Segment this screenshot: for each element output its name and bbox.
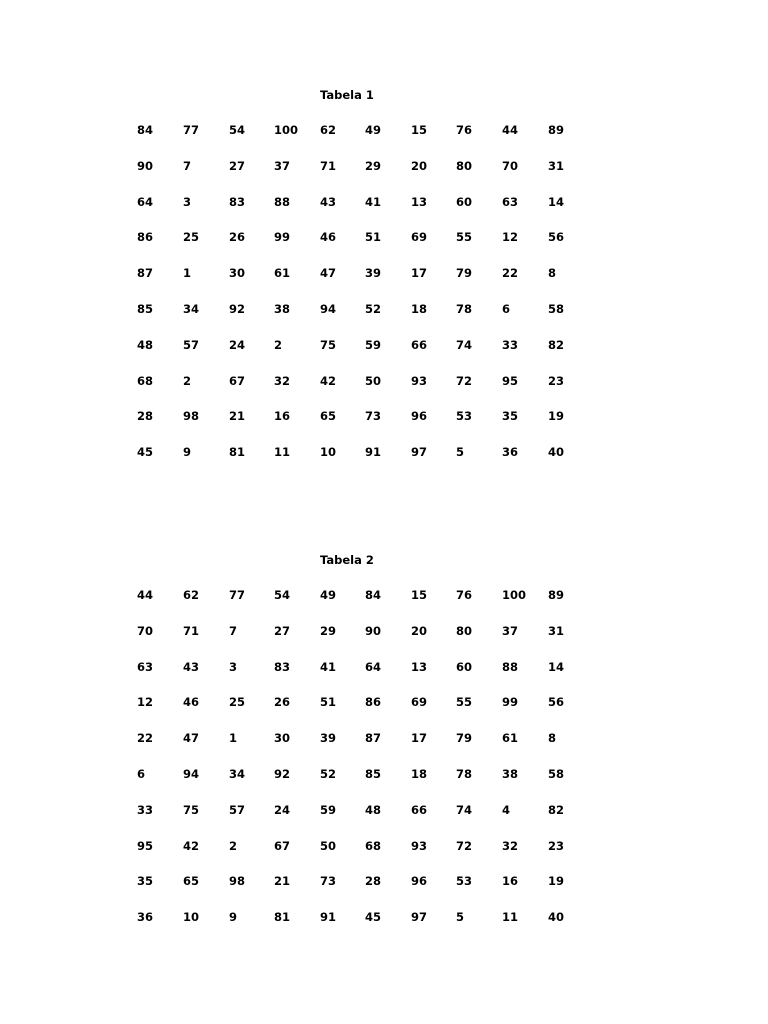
table-row [0,374,768,390]
table-cell: 80 [456,158,473,173]
table-cell: 58 [548,302,565,316]
table-cell: 92 [274,767,291,781]
table-cell: 77 [229,588,246,602]
table-cell: 42 [183,838,200,853]
table-cell: 51 [365,230,382,245]
table-cell: 30 [229,266,246,281]
table-cell: 89 [548,123,565,137]
table-cell: 91 [365,445,382,460]
table-cell: 3 [229,659,238,674]
table-cell: 57 [229,802,246,817]
table-cell: 70 [502,158,519,173]
table-cell: 88 [502,659,519,674]
table-cell: 13 [411,194,428,209]
table-cell: 5 [456,910,465,925]
table-cell: 37 [274,158,291,173]
table-cell: 84 [137,123,154,137]
table-cell: 41 [365,194,382,209]
table-cell: 19 [548,874,565,889]
table-cell: 58 [548,767,565,781]
table-row [0,445,768,461]
table-cell: 12 [137,695,154,710]
table-cell: 60 [456,194,473,209]
table-cell: 16 [274,409,291,424]
table-cell: 17 [411,266,428,281]
table-cell: 44 [502,123,519,137]
table-cell: 52 [365,302,382,316]
table-cell: 59 [320,802,337,817]
table-cell: 54 [229,123,246,137]
table-cell: 79 [456,266,473,281]
table-cell: 61 [502,731,519,746]
table-cell: 81 [274,910,291,925]
table-cell: 34 [229,767,246,781]
table-cell: 86 [137,230,154,245]
table-cell: 85 [365,767,382,781]
table-cell: 10 [183,910,200,925]
table-cell: 53 [456,874,473,889]
table-cell: 60 [456,659,473,674]
table-cell: 11 [274,445,291,460]
table-cell: 94 [183,767,200,781]
table-cell: 66 [411,337,428,352]
table-cell: 54 [274,588,291,602]
table-cell: 35 [502,409,519,424]
table-cell: 80 [456,623,473,638]
table-cell: 71 [320,158,337,173]
table-cell: 62 [183,588,200,602]
table-cell: 93 [411,838,428,853]
table-cell: 64 [365,659,382,674]
table-cell: 24 [274,802,291,817]
table-cell: 50 [365,373,382,388]
table-cell: 28 [137,409,154,424]
table-row [0,767,768,783]
table-cell: 69 [411,230,428,245]
table-cell: 26 [229,230,246,245]
table-cell: 23 [548,373,565,388]
table-row [0,195,768,211]
table-cell: 72 [456,838,473,853]
table-cell: 31 [548,623,565,638]
table-cell: 67 [274,838,291,853]
table-cell: 28 [365,874,382,889]
table-cell: 72 [456,373,473,388]
table-cell: 83 [274,659,291,674]
table-cell: 63 [137,659,154,674]
table-cell: 6 [137,767,146,781]
table-cell: 57 [183,337,200,352]
table-cell: 98 [229,874,246,889]
table-cell: 85 [137,302,154,316]
table-cell: 74 [456,337,473,352]
table-row [0,338,768,354]
table-cell: 1 [229,731,238,746]
table-cell: 59 [365,337,382,352]
table-cell: 27 [229,158,246,173]
table-cell: 68 [137,373,154,388]
table-cell: 83 [229,194,246,209]
table-cell: 61 [274,266,291,281]
table-cell: 52 [320,767,337,781]
table-cell: 92 [229,302,246,316]
table-cell: 82 [548,337,565,352]
table-cell: 47 [320,266,337,281]
table-cell: 3 [183,194,192,209]
table-cell: 79 [456,731,473,746]
table-cell: 1 [183,266,192,281]
table-cell: 94 [320,302,337,316]
table-row [0,302,768,318]
table-cell: 6 [502,302,511,316]
table-cell: 97 [411,910,428,925]
table-row [0,409,768,425]
table-cell: 75 [183,802,200,817]
table-cell: 64 [137,194,154,209]
table-cell: 41 [320,659,337,674]
table-cell: 65 [183,874,200,889]
table-cell: 39 [365,266,382,281]
table-cell: 93 [411,373,428,388]
table-cell: 55 [456,230,473,245]
table-cell: 36 [137,910,154,925]
table-cell: 16 [502,874,519,889]
table-cell: 46 [183,695,200,710]
table-cell: 36 [502,445,519,460]
table-cell: 34 [183,302,200,316]
table-cell: 46 [320,230,337,245]
table-cell: 100 [274,123,299,137]
table-cell: 65 [320,409,337,424]
table-cell: 27 [274,623,291,638]
table-cell: 78 [456,302,473,316]
table-row [0,839,768,855]
table-cell: 45 [365,910,382,925]
table-cell: 18 [411,767,428,781]
table-cell: 9 [183,445,192,460]
table-cell: 24 [229,337,246,352]
table-cell: 48 [365,802,382,817]
table-cell: 73 [320,874,337,889]
table-cell: 29 [365,158,382,173]
table-row [0,123,768,139]
table-cell: 14 [548,194,565,209]
table-cell: 21 [229,409,246,424]
table-row [0,910,768,926]
table-cell: 15 [411,588,428,602]
table-cell: 56 [548,230,565,245]
table-cell: 47 [183,731,200,746]
table-cell: 66 [411,802,428,817]
table-cell: 78 [456,767,473,781]
table-cell: 48 [137,337,154,352]
table-cell: 26 [274,695,291,710]
table-cell: 88 [274,194,291,209]
table-cell: 74 [456,802,473,817]
table-cell: 77 [183,123,200,137]
table-cell: 43 [183,659,200,674]
table-cell: 63 [502,194,519,209]
table-row [0,159,768,175]
table-cell: 91 [320,910,337,925]
table-row [0,624,768,640]
table-row [0,230,768,246]
table-cell: 55 [456,695,473,710]
table-cell: 21 [274,874,291,889]
table-cell: 71 [183,623,200,638]
table-cell: 4 [502,802,511,817]
table-row [0,588,768,604]
table-row [0,695,768,711]
table-cell: 9 [229,910,238,925]
table-cell: 90 [365,623,382,638]
table-cell: 69 [411,695,428,710]
table-cell: 32 [274,373,291,388]
table-cell: 38 [274,302,291,316]
table-2-title: Tabela 2 [320,553,374,567]
table-cell: 5 [456,445,465,460]
table-cell: 35 [137,874,154,889]
table-cell: 50 [320,838,337,853]
table-cell: 98 [183,409,200,424]
table-cell: 87 [365,731,382,746]
table-cell: 49 [365,123,382,137]
table-cell: 20 [411,158,428,173]
table-cell: 14 [548,659,565,674]
table-cell: 37 [502,623,519,638]
table-cell: 29 [320,623,337,638]
table-cell: 33 [137,802,154,817]
table-cell: 2 [183,373,192,388]
table-cell: 49 [320,588,337,602]
table-cell: 40 [548,910,565,925]
table-cell: 33 [502,337,519,352]
table-cell: 7 [229,623,238,638]
table-cell: 75 [320,337,337,352]
table-cell: 10 [320,445,337,460]
table-row [0,803,768,819]
table-cell: 97 [411,445,428,460]
table-cell: 100 [502,588,527,602]
table-cell: 96 [411,409,428,424]
table-cell: 70 [137,623,154,638]
table-cell: 99 [502,695,519,710]
table-cell: 39 [320,731,337,746]
table-cell: 68 [365,838,382,853]
table-cell: 89 [548,588,565,602]
table-cell: 56 [548,695,565,710]
table-cell: 11 [502,910,519,925]
table-cell: 73 [365,409,382,424]
table-cell: 31 [548,158,565,173]
table-cell: 95 [502,373,519,388]
table-row [0,874,768,890]
table-cell: 87 [137,266,154,281]
table-1-title: Tabela 1 [320,88,374,102]
table-cell: 95 [137,838,154,853]
table-cell: 19 [548,409,565,424]
table-cell: 53 [456,409,473,424]
table-cell: 84 [365,588,382,602]
table-cell: 42 [320,373,337,388]
table-cell: 43 [320,194,337,209]
table-row [0,266,768,282]
table-cell: 15 [411,123,428,137]
table-cell: 17 [411,731,428,746]
table-cell: 13 [411,659,428,674]
table-cell: 38 [502,767,519,781]
table-cell: 2 [274,337,283,352]
table-cell: 40 [548,445,565,460]
table-cell: 76 [456,123,473,137]
table-cell: 44 [137,588,154,602]
table-cell: 8 [548,731,557,746]
table-cell: 22 [137,731,154,746]
table-cell: 45 [137,445,154,460]
table-cell: 32 [502,838,519,853]
table-cell: 62 [320,123,337,137]
table-cell: 23 [548,838,565,853]
table-cell: 18 [411,302,428,316]
table-cell: 22 [502,266,519,281]
table-cell: 7 [183,158,192,173]
table-cell: 2 [229,838,238,853]
table-cell: 96 [411,874,428,889]
table-cell: 67 [229,373,246,388]
table-cell: 81 [229,445,246,460]
table-cell: 8 [548,266,557,281]
table-row [0,660,768,676]
table-cell: 30 [274,731,291,746]
table-cell: 76 [456,588,473,602]
table-cell: 25 [229,695,246,710]
table-row [0,731,768,747]
table-cell: 82 [548,802,565,817]
table-cell: 51 [320,695,337,710]
table-cell: 12 [502,230,519,245]
table-cell: 86 [365,695,382,710]
table-cell: 90 [137,158,154,173]
table-cell: 99 [274,230,291,245]
table-cell: 20 [411,623,428,638]
table-cell: 25 [183,230,200,245]
